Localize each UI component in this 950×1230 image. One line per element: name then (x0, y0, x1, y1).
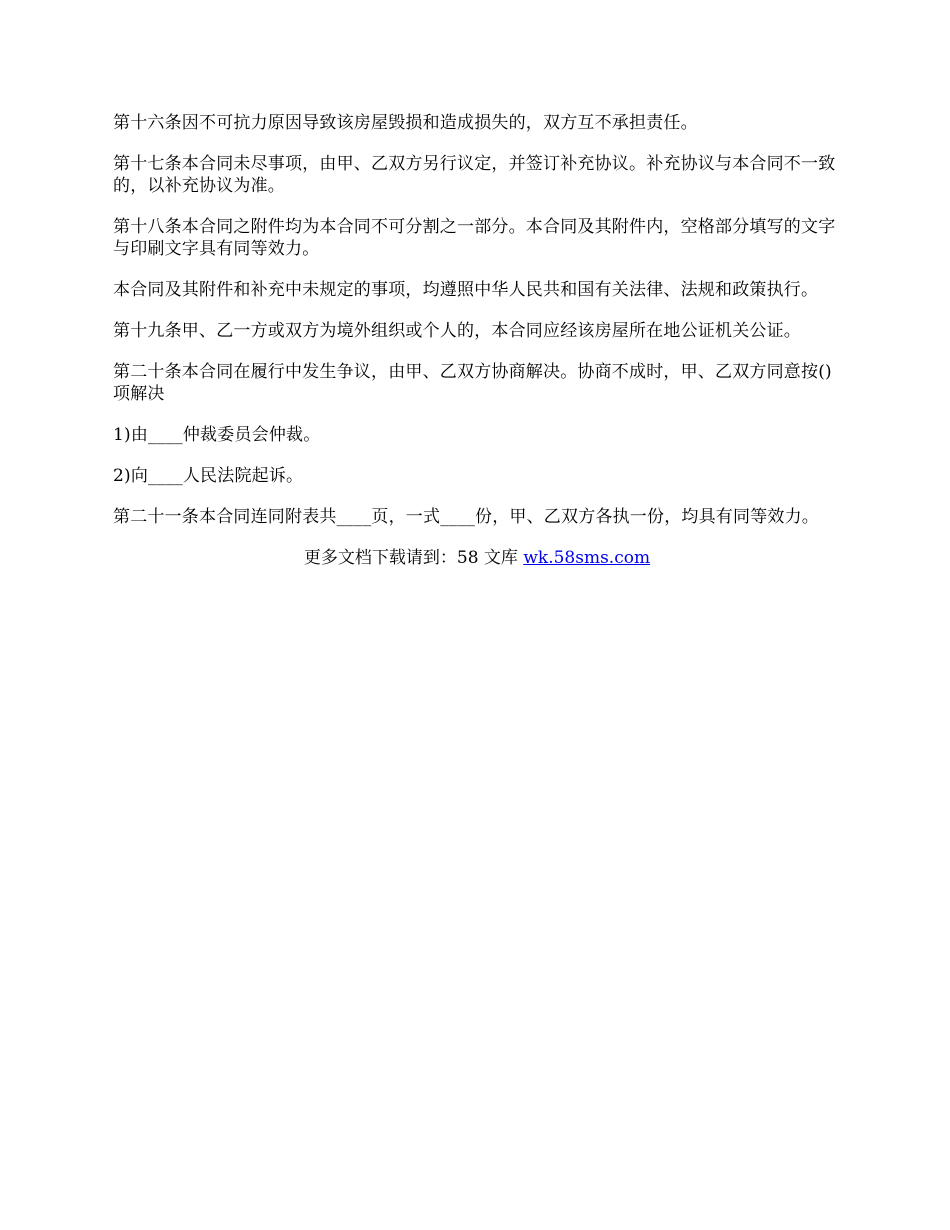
option-arbitration: 1)由____仲裁委员会仲裁。 (113, 425, 321, 445)
clause-17: 第十七条本合同未尽事项，由甲、乙双方另行议定，并签订补充协议。补充协议与本合同不一致的，以补充协议为准。 (113, 154, 836, 196)
clause-21: 第二十一条本合同连同附表共____页，一式____份，甲、乙双方各执一份，均具有同等效力。 (113, 507, 819, 527)
footer-text: 更多文档下载请到：58 文库 (303, 548, 524, 568)
footer-link[interactable]: wk.58sms.com (523, 548, 651, 568)
clause-19: 第十九条甲、乙一方或双方为境外组织或个人的，本合同应经该房屋所在地公证机关公证。 (113, 321, 801, 341)
supplementary-laws-paragraph: 本合同及其附件和补充中未规定的事项，均遵照中华人民共和国有关法律、法规和政策执行。 (113, 280, 819, 300)
option-court: 2)向____人民法院起诉。 (113, 466, 304, 486)
download-footer (113, 547, 841, 569)
clause-20: 第二十条本合同在履行中发生争议，由甲、乙双方协商解决。协商不成时，甲、乙双方同意按()项解决 (113, 362, 832, 404)
clause-18: 第十八条本合同之附件均为本合同不可分割之一部分。本合同及其附件内，空格部分填写的文字与印刷文字具有同等效力。 (113, 217, 836, 259)
document-body (113, 112, 841, 569)
clause-16: 第十六条因不可抗力原因导致该房屋毁损和造成损失的，双方互不承担责任。 (113, 113, 698, 133)
